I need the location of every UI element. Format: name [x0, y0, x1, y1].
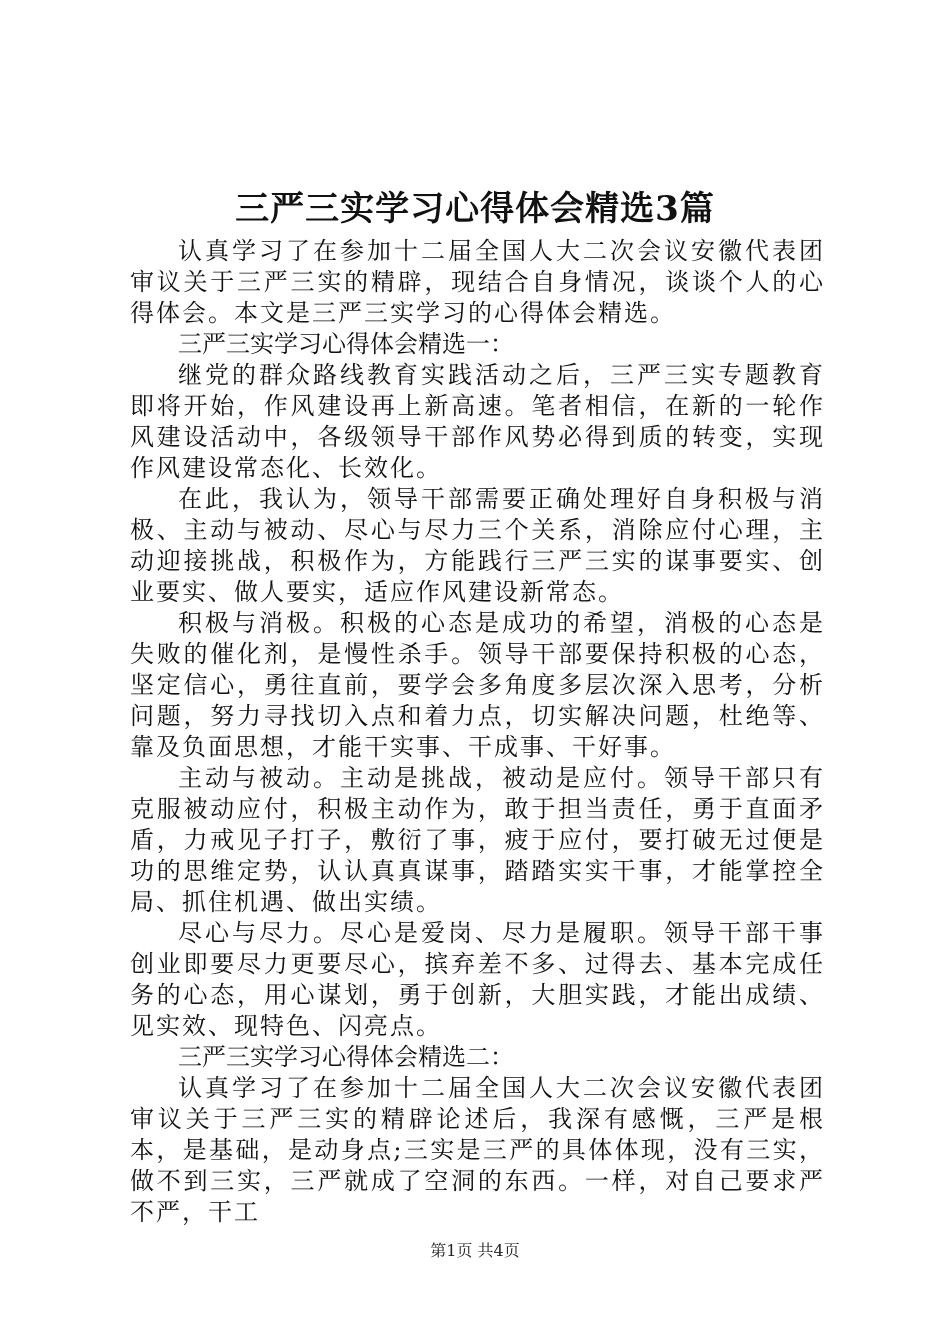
- paragraph: 主动与被动。主动是挑战，被动是应付。领导干部只有克服被动应付，积极主动作为，敢于担当责任，勇于直面矛盾，力戒见子打子，敷衍了事，疲于应付，要打破无过便是功的思维定势，认认真真谋事，踏踏实实干事，才能掌控全局、抓住机遇、做出实绩。: [130, 764, 825, 916]
- paragraph-intro: 认真学习了在参加十二届全国人大二次会议安徽代表团审议关于三严三实的精辟，现结合自身情况，谈谈个人的心得体会。本文是三严三实学习的心得体会精选。: [130, 237, 825, 327]
- paragraph: 尽心与尽力。尽心是爱岗、尽力是履职。领导干部干事创业即要尽力更要尽心，摈弃差不多、过得去、基本完成任务的心态，用心谋划，勇于创新，大胆实践，才能出成绩、见实效、现特色、闪亮点。: [130, 919, 825, 1040]
- paragraph: 在此，我认为，领导干部需要正确处理好自身积极与消极、主动与被动、尽心与尽力三个关系，消除应付心理，主动迎接挑战，积极作为，方能践行三严三实的谋事要实、创业要实、做人要实，适应作风建设新常态。: [130, 485, 825, 606]
- section-heading-two: 三严三实学习心得体会精选二：: [178, 1043, 514, 1071]
- paragraph: 继党的群众路线教育实践活动之后，三严三实专题教育即将开始，作风建设再上新高速。笔者相信，在新的一轮作风建设活动中，各级领导干部作风势必得到质的转变，实现作风建设常态化、长效化。: [130, 361, 825, 482]
- document-body: [130, 236, 825, 1228]
- document-title: 三严三实学习心得体会精选3篇: [235, 189, 715, 229]
- paragraph: 积极与消极。积极的心态是成功的希望，消极的心态是失败的催化剂，是慢性杀手。领导干部要保持积极的心态，坚定信心，勇往直前，要学会多角度多层次深入思考，分析问题，努力寻找切入点和着力点，切实解决问题，杜绝等、靠及负面思想，才能干实事、干成事、干好事。: [130, 609, 825, 761]
- section-heading-one: 三严三实学习心得体会精选一：: [178, 330, 514, 358]
- paragraph: 认真学习了在参加十二届全国人大二次会议安徽代表团审议关于三严三实的精辟论述后，我深有感慨，三严是根本，是基础，是动身点;三实是三严的具体体现，没有三实，做不到三实，三严就成了空洞的东西。一样，对自己要求严不严，干工: [130, 1074, 825, 1226]
- page-footer: 第1页 共4页: [430, 1241, 520, 1260]
